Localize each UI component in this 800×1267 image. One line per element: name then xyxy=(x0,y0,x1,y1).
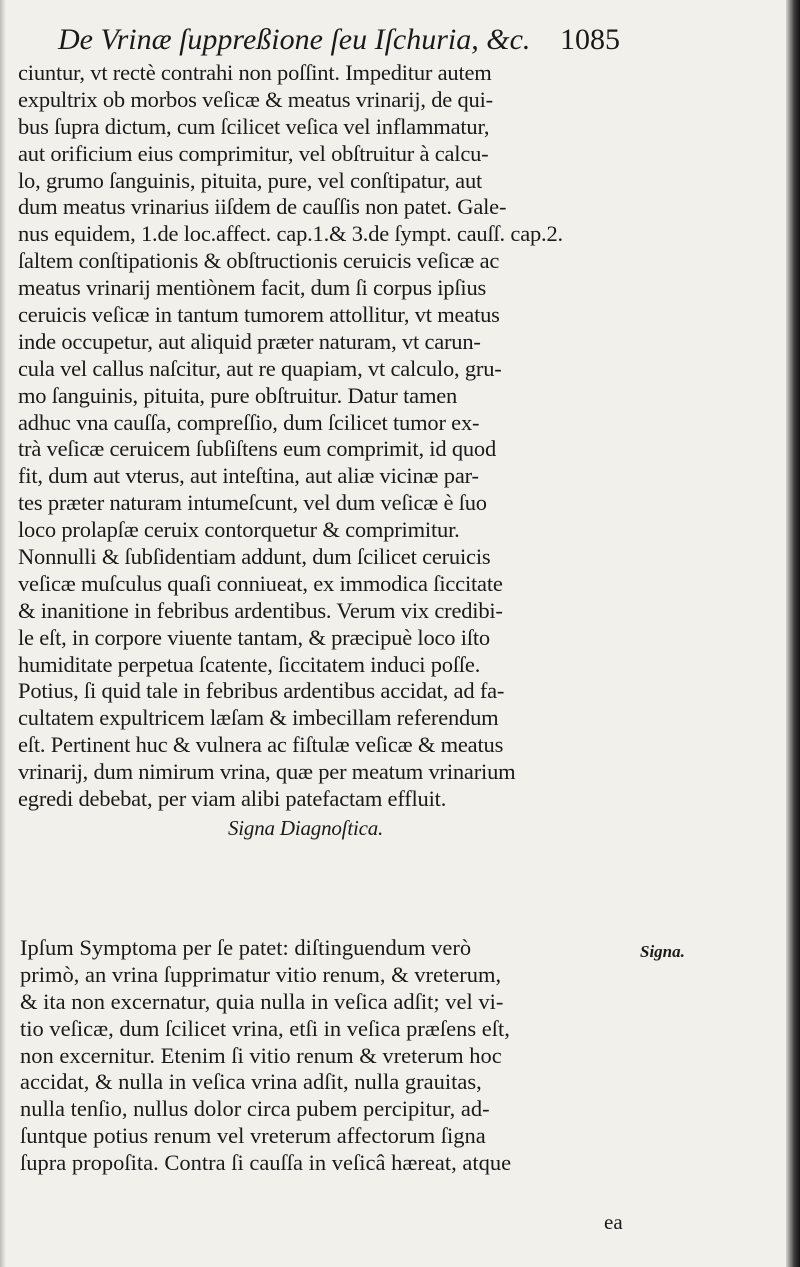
text-line: ſupra propoſita. Contra ſi cauſſa in veſicâ hæreat, atque xyxy=(20,1150,512,1176)
text-line: le eſt, in corpore viuente tantam, & præcipuè loco iſto xyxy=(18,624,490,650)
text-line: expultrix ob morbos veſicæ & meatus vrinarij, de qui- xyxy=(18,86,493,112)
catchword: ea xyxy=(604,1210,623,1234)
text-line: ſuntque potius renum vel vreterum affectorum ſigna xyxy=(20,1123,486,1149)
running-title: De Vrinæ ſuppreßione ſeu Iſchuria, &c. xyxy=(58,23,531,56)
text-line: meatus vrinarij mentiònem facit, dum ſi corpus ipſius xyxy=(18,275,487,301)
text-line: ciuntur, vt rectè contrahi non poſſint. Impeditur autem xyxy=(18,60,492,85)
section-heading: Signa Diagnoſtica. xyxy=(228,815,384,840)
text-line: adhuc vna cauſſa, compreſſio, dum ſcilicet tumor ex- xyxy=(18,409,480,435)
text-line: aut orificium eius comprimitur, vel obſtruitur à calcu- xyxy=(18,140,489,166)
section-text xyxy=(20,935,640,1177)
text-line: veſicæ muſculus quaſi conniueat, ex immodica ſiccitate xyxy=(18,570,503,596)
text-line: & inanitione in febribus ardentibus. Verum vix credibi- xyxy=(18,597,503,623)
text-line: humiditate perpetua ſcatente, ſiccitatem induci poſſe. xyxy=(18,651,481,677)
page-edge-shadow xyxy=(786,0,800,1267)
text-line: trà veſicæ ceruicem ſubſiſtens eum comprimit, id quod xyxy=(18,436,497,462)
text-line: cula vel callus naſcitur, aut re quapiam, vt calculo, gru- xyxy=(18,355,502,381)
text-line: nulla tenſio, nullus dolor circa pubem percipitur, ad- xyxy=(20,1096,490,1122)
text-line: loco prolapſæ ceruix contorquetur & comprimitur. xyxy=(18,517,460,543)
text-line: Ipſum Symptoma per ſe patet: diſtinguendum verò xyxy=(20,935,472,960)
page-gutter-shadow xyxy=(0,0,6,1267)
text-line-citation: nus equidem, 1.de loc.affect. cap.1.& 3.de ſympt. cauſſ. cap.2. xyxy=(18,221,563,247)
text-line: cultatem expultricem læſam & imbecillam referendum xyxy=(18,705,499,731)
text-line: egredi debebat, per viam alibi patefactam effluit. xyxy=(18,786,447,812)
page-number: 1085 xyxy=(560,23,620,56)
text-line: vrinarij, dum nimirum vrina, quæ per meatum vrinarium xyxy=(18,759,516,785)
text-line: Potius, ſi quid tale in febribus ardentibus accidat, ad fa- xyxy=(18,678,505,704)
text-line: mo ſanguinis, pituita, pure obſtruitur. Datur tamen xyxy=(18,382,458,408)
body-text xyxy=(18,60,638,843)
margin-note: Signa. xyxy=(640,942,685,961)
text-line: Nonnulli & ſubſidentiam addunt, dum ſcilicet ceruicis xyxy=(18,544,491,570)
text-line: & ita non excernatur, quia nulla in veſica adſit; vel vi- xyxy=(20,988,504,1014)
text-line: non excernitur. Etenim ſi vitio renum & vreterum hoc xyxy=(20,1042,502,1068)
text-line: primò, an vrina ſupprimatur vitio renum, & vreterum, xyxy=(20,961,502,987)
text-line: eſt. Pertinent huc & vulnera ac fiſtulæ veſicæ & meatus xyxy=(18,732,504,758)
text-line: tio veſicæ, dum ſcilicet vrina, etſi in veſica præſens eſt, xyxy=(20,1015,510,1041)
text-line: ceruicis veſicæ in tantum tumorem attollitur, vt meatus xyxy=(18,302,500,328)
text-line: fit, dum aut vterus, aut inteſtina, aut aliæ vicinæ par- xyxy=(18,463,479,489)
text-line: accidat, & nulla in veſica vrina adſit, nulla grauitas, xyxy=(20,1069,482,1095)
text-line: inde occupetur, aut aliquid præter naturam, vt carun- xyxy=(18,328,481,354)
text-line: lo, grumo ſanguinis, pituita, pure, vel conſtipatur, aut xyxy=(18,167,483,193)
text-line: ſaltem conſtipationis & obſtructionis ceruicis veſicæ ac xyxy=(18,248,500,274)
text-line: dum meatus vrinarius iiſdem de cauſſis non patet. Gale- xyxy=(18,194,507,220)
text-line: tes præter naturam intumeſcunt, vel dum veſicæ è ſuo xyxy=(18,490,487,516)
text-line: bus ſupra dictum, cum ſcilicet veſica vel inflammatur, xyxy=(18,113,490,139)
